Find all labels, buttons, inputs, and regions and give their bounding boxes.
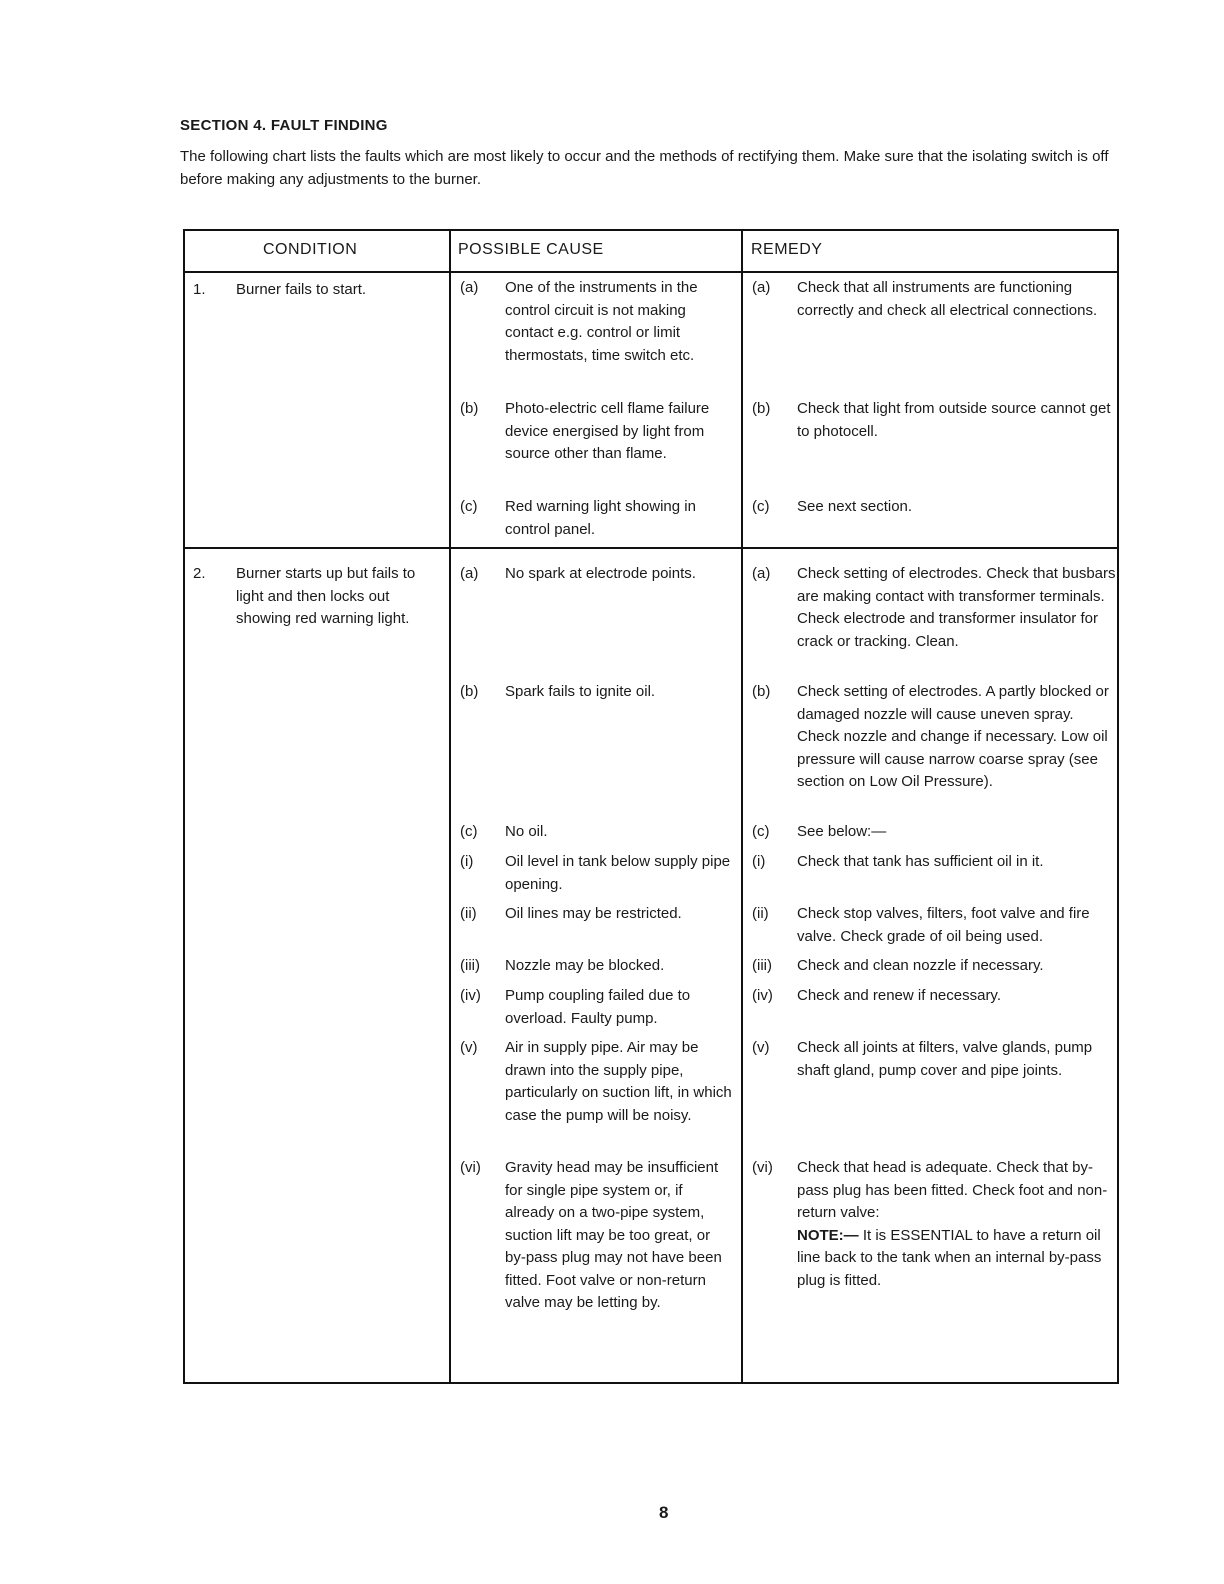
cause-label: (iii): [460, 957, 480, 974]
row-divider: [185, 271, 1117, 273]
cause-label: (i): [460, 853, 474, 870]
cause-text: Red warning light showing in control panel.: [505, 498, 696, 538]
cause-label: (b): [460, 683, 479, 700]
cause-text: Pump coupling failed due to overload. Faulty pump.: [505, 987, 691, 1027]
note-text: It is ESSENTIAL to have a return oil line back to the tank when an internal by-pass plug is fitted.: [797, 1226, 1102, 1289]
cause-text: Oil lines may be restricted.: [505, 905, 682, 922]
column-divider: [741, 231, 743, 1382]
fault-finding-table: [183, 229, 1119, 1384]
cause-text: One of the instruments in the control circuit is not making contact e.g. control or limit thermostats, time switch etc.: [505, 279, 698, 364]
condition-number: 1.: [193, 281, 206, 298]
page-number: 8: [659, 1503, 669, 1522]
cause-text: Photo-electric cell flame failure device energised by light from source other than flame.: [505, 400, 710, 462]
cause-label: (vi): [460, 1159, 481, 1176]
remedy-label: (a): [752, 565, 771, 582]
remedy-text: Check and renew if necessary.: [797, 987, 1001, 1004]
cause-label: (iv): [460, 987, 481, 1004]
cause-text: Nozzle may be blocked.: [505, 957, 665, 974]
column-divider: [449, 231, 451, 1382]
remedy-text: See below:—: [797, 823, 887, 840]
remedy-text: Check all joints at filters, valve glands, pump shaft gland, pump cover and pipe joints.: [797, 1039, 1093, 1079]
cause-text: No spark at electrode points.: [505, 565, 696, 582]
remedy-text: Check that all instruments are functioning correctly and check all electrical connections.: [797, 279, 1098, 319]
note-label: NOTE:—: [797, 1226, 859, 1244]
remedy-label: (iv): [752, 987, 773, 1004]
header-condition: CONDITION: [263, 241, 358, 258]
cause-text: Spark fails to ignite oil.: [505, 683, 656, 700]
header-possible-cause: POSSIBLE CAUSE: [458, 241, 604, 258]
intro-paragraph: The following chart lists the faults which are most likely to occur and the methods of rectifying them. Make sure that the isolating switch is off before making any adjustments to the burner.: [180, 148, 1109, 188]
remedy-label: (i): [752, 853, 766, 870]
remedy-label: (b): [752, 683, 771, 700]
remedy-label: (a): [752, 279, 771, 296]
cause-text: Air in supply pipe. Air may be drawn into the supply pipe, particularly on suction lift, in which case the pump will be noisy.: [505, 1039, 732, 1124]
cause-text: Gravity head may be insufficient for single pipe system or, if already on a two-pipe system, suction lift may be too great, or by-pass plug may not have been fitted. Foot valve or non-return valve may be letting by.: [505, 1159, 722, 1311]
remedy-label: (b): [752, 400, 771, 417]
cause-label: (a): [460, 279, 479, 296]
remedy-text: Check stop valves, filters, foot valve and fire valve. Check grade of oil being used.: [797, 905, 1090, 945]
cause-label: (c): [460, 498, 478, 515]
cause-label: (v): [460, 1039, 478, 1056]
cause-text: No oil.: [505, 823, 548, 840]
row-divider: [185, 547, 1117, 549]
cause-label: (b): [460, 400, 479, 417]
condition-text: Burner starts up but fails to light and then locks out showing red warning light.: [236, 565, 416, 627]
remedy-text: Check setting of electrodes. A partly blocked or damaged nozzle will cause uneven spray. Check nozzle and change if necessary. Low oil pressure will cause narrow coarse spray (see section on Low Oil Pressure).: [797, 683, 1109, 790]
condition-text: Burner fails to start.: [236, 281, 367, 298]
remedy-label: (ii): [752, 905, 769, 922]
header-remedy: REMEDY: [751, 241, 823, 258]
section-title: SECTION 4. FAULT FINDING: [180, 117, 388, 134]
remedy-label: (c): [752, 498, 770, 515]
remedy-text: [797, 1157, 1117, 1292]
remedy-main-text: Check that head is adequate. Check that by-pass plug has been fitted. Check foot and non-return valve:: [797, 1159, 1108, 1221]
cause-text: Oil level in tank below supply pipe opening.: [505, 853, 731, 893]
remedy-label: (iii): [752, 957, 772, 974]
remedy-text: Check setting of electrodes. Check that busbars are making contact with transformer terminals. Check electrode and transformer insulator for crack or tracking. Clean.: [797, 565, 1116, 650]
remedy-text: Check that light from outside source cannot get to photocell.: [797, 400, 1111, 440]
remedy-label: (v): [752, 1039, 770, 1056]
remedy-text: See next section.: [797, 498, 913, 515]
condition-number: 2.: [193, 565, 206, 582]
cause-label: (c): [460, 823, 478, 840]
cause-label: (a): [460, 565, 479, 582]
cause-label: (ii): [460, 905, 477, 922]
remedy-label: (vi): [752, 1159, 773, 1176]
remedy-text: Check and clean nozzle if necessary.: [797, 957, 1044, 974]
remedy-label: (c): [752, 823, 770, 840]
remedy-text: Check that tank has sufficient oil in it.: [797, 853, 1044, 870]
